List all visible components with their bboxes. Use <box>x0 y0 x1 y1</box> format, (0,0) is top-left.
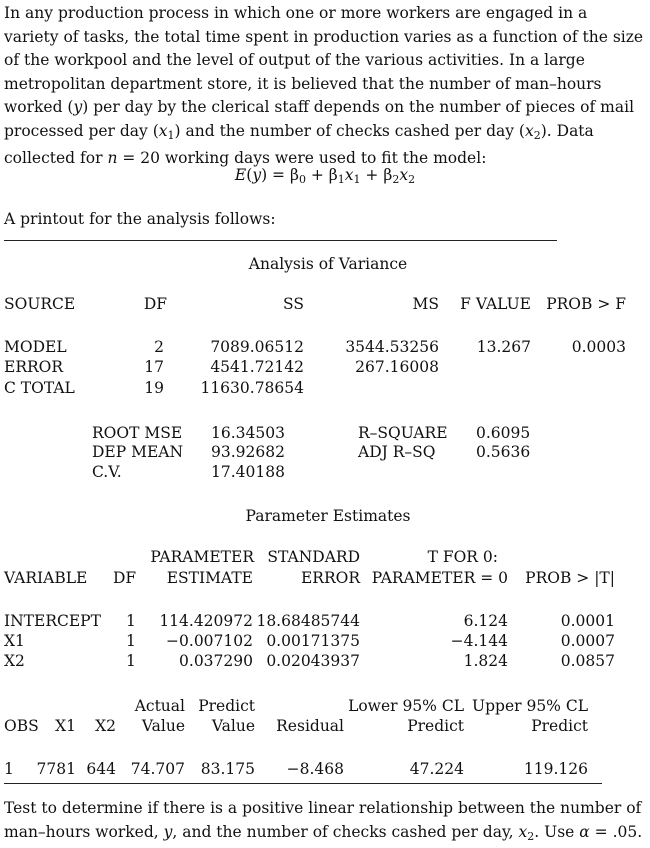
obs-header-x1: X1 <box>55 717 76 735</box>
f-value: 13.267 <box>476 338 531 356</box>
cv-label: C.V. <box>92 463 122 481</box>
t-value: −4.144 <box>450 632 508 650</box>
var-label: X2 <box>4 652 25 670</box>
question-text: Test to determine if there is a positive linear relationship between the number of man–hours worked, y, and the number of checks cashed per day, $x_2$. Use α = .05. <box>4 799 643 843</box>
estimate-value: −0.007102 <box>166 632 253 650</box>
var-label: X1 <box>4 632 25 650</box>
df-value: 1 <box>126 632 136 650</box>
params-header-est: ESTIMATE <box>166 569 253 587</box>
params-title: Parameter Estimates <box>245 507 411 525</box>
x1-value: 7781 <box>36 760 76 778</box>
ss-value: 4541.72142 <box>210 358 304 376</box>
obs-header-actual: Value <box>141 717 185 735</box>
p-value: 0.0003 <box>571 338 626 356</box>
se-value: 0.02043937 <box>266 652 360 670</box>
df-value: 1 <box>126 652 136 670</box>
p-value: 0.0007 <box>560 632 615 650</box>
df-value: 2 <box>154 338 164 356</box>
df-value: 17 <box>144 358 164 376</box>
obs-header-upper-top: Upper 95% CL <box>472 697 588 715</box>
anova-header-ss: SS <box>283 295 304 313</box>
adj-r-sq-label: ADJ R–SQ <box>358 443 436 461</box>
params-header-t-top: T FOR 0: <box>427 548 498 566</box>
adj-r-sq-value: 0.5636 <box>476 443 531 461</box>
se-value: 18.68485744 <box>256 612 360 630</box>
estimate-value: 114.420972 <box>159 612 253 630</box>
r-square-value: 0.6095 <box>476 424 531 442</box>
params-header-df: DF <box>113 569 137 587</box>
anova-header-f: F VALUE <box>460 295 531 313</box>
t-value: 6.124 <box>463 612 508 630</box>
var-label: INTERCEPT <box>4 612 101 630</box>
top-rule <box>4 240 557 241</box>
ms-value: 267.16008 <box>355 358 439 376</box>
obs-number: 1 <box>4 760 14 778</box>
obs-header-obs: OBS <box>4 717 39 735</box>
params-header-t: PARAMETER = 0 <box>371 569 508 587</box>
obs-header-predict: Value <box>211 717 255 735</box>
params-header-est-top: PARAMETER <box>150 548 254 566</box>
se-value: 0.00171375 <box>266 632 360 650</box>
predict-value: 83.175 <box>200 760 255 778</box>
actual-value: 74.707 <box>130 760 185 778</box>
source-label: MODEL <box>4 338 67 356</box>
ss-value: 7089.06512 <box>210 338 304 356</box>
df-value: 19 <box>144 379 164 397</box>
anova-header-df: DF <box>143 295 167 313</box>
anova-header-ms: MS <box>412 295 439 313</box>
ms-value: 3544.53256 <box>345 338 439 356</box>
printout-label: A printout for the analysis follows: <box>4 210 276 228</box>
params-header-var: VARIABLE <box>4 569 88 587</box>
r-square-label: R–SQUARE <box>358 424 448 442</box>
obs-header-x2: X2 <box>95 717 116 735</box>
source-label: ERROR <box>4 358 64 376</box>
obs-header-residual: Residual <box>276 717 344 735</box>
source-label: C TOTAL <box>4 379 75 397</box>
obs-header-upper: Predict <box>531 717 588 735</box>
obs-header-lower: Predict <box>407 717 464 735</box>
anova-header-p: PROB > F <box>546 295 626 313</box>
root-mse-value: 16.34503 <box>211 424 285 442</box>
p-value: 0.0857 <box>560 652 615 670</box>
problem-intro: In any production process in which one or more workers are engaged in a variety of tasks, the total time spent in production varies as a function of the size of the workpool and the level of output of the various activities. In a large metropolitan department store, it is believed that the number of man–hours worked (y) per day by the clerical staff depends on the number of pieces of mail processed per day $(x_1)$ and the number of checks cashed per day $(x_2)$. Data collected for n = 20 working days were used to fit the model: <box>4 4 644 167</box>
obs-header-lower-top: Lower 95% CL <box>348 697 464 715</box>
cv-value: 17.40188 <box>211 463 285 481</box>
t-value: 1.824 <box>463 652 508 670</box>
p-value: 0.0001 <box>560 612 615 630</box>
dep-mean-value: 93.92682 <box>211 443 285 461</box>
upper-cl-value: 119.126 <box>523 760 588 778</box>
anova-header-source: SOURCE <box>4 295 76 313</box>
dep-mean-label: DEP MEAN <box>92 443 184 461</box>
root-mse-label: ROOT MSE <box>92 424 183 442</box>
ss-value: 11630.78654 <box>200 379 304 397</box>
bottom-rule <box>4 783 602 784</box>
lower-cl-value: 47.224 <box>409 760 464 778</box>
params-header-p: PROB > |T| <box>525 569 615 587</box>
anova-title: Analysis of Variance <box>248 255 408 273</box>
params-header-se-top: STANDARD <box>267 548 360 566</box>
params-header-se: ERROR <box>300 569 360 587</box>
obs-header-actual-top: Actual <box>134 697 185 715</box>
estimate-value: 0.037290 <box>179 652 253 670</box>
residual-value: −8.468 <box>286 760 344 778</box>
x2-value: 644 <box>86 760 116 778</box>
df-value: 1 <box>126 612 136 630</box>
obs-header-predict-top: Predict <box>198 697 255 715</box>
model-equation: $E(y) = \beta_0 + \beta_1x_1 + \beta_2x_2$ <box>234 166 416 186</box>
